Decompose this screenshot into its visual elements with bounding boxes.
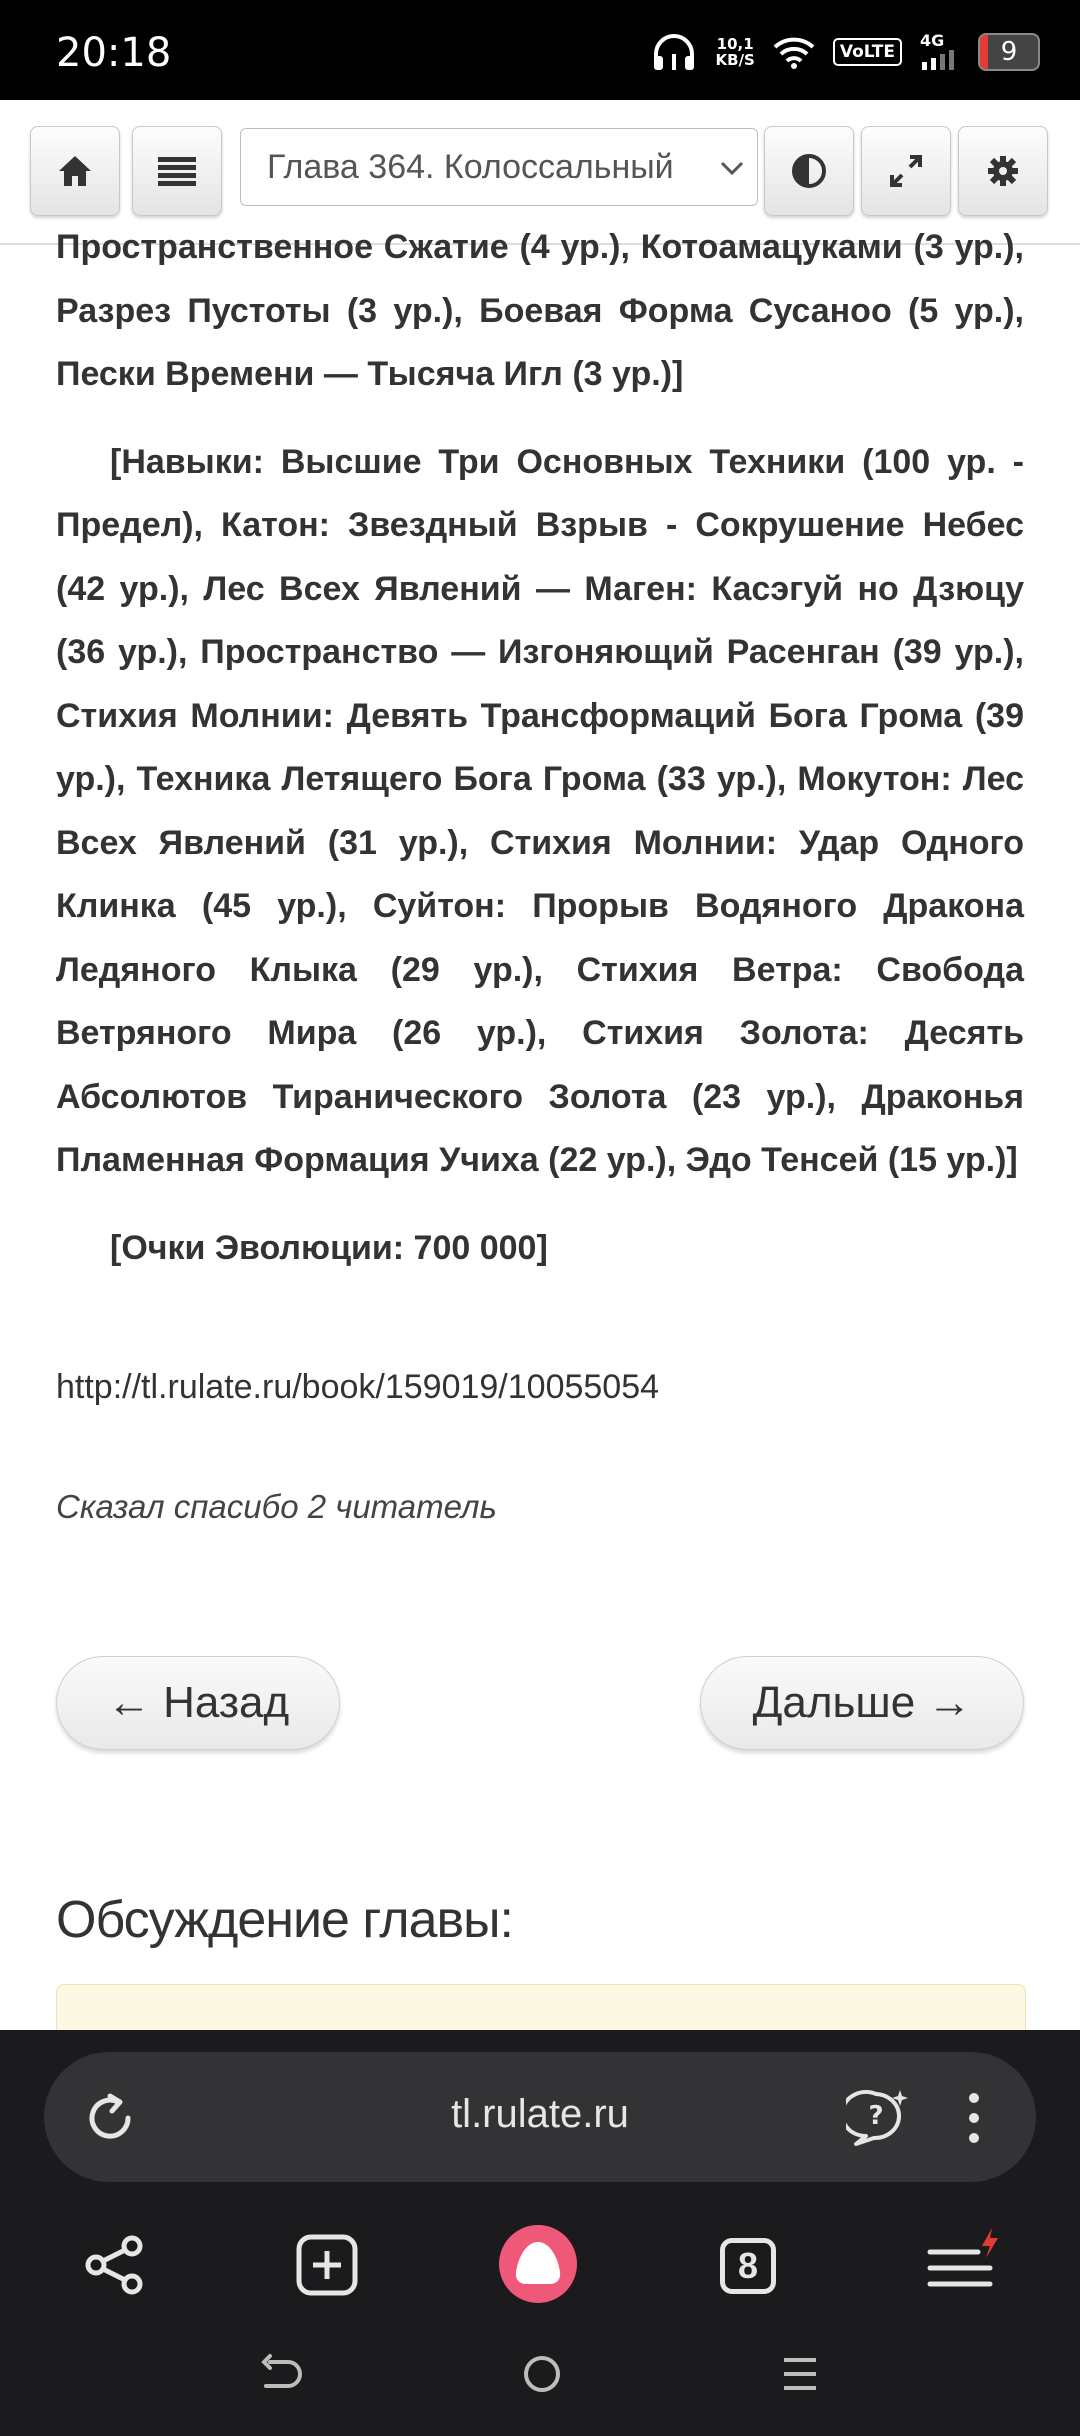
list-icon (158, 155, 196, 187)
settings-button[interactable] (958, 126, 1048, 216)
chevron-down-icon (717, 153, 747, 183)
home-nav-icon[interactable] (520, 2352, 564, 2396)
net-speed-value: 10,1 (716, 35, 754, 53)
paragraph-evolution-points: [Очки Эволюции: 700 000] (110, 1228, 548, 1267)
net-speed-unit: KB/S (715, 51, 755, 69)
contrast-icon (791, 153, 827, 189)
recents-nav-icon[interactable] (778, 2352, 822, 2396)
more-vertical-icon (968, 2092, 980, 2144)
chat-question-icon (846, 2086, 912, 2148)
share-button[interactable] (80, 2230, 150, 2300)
address-bar[interactable] (44, 2052, 1036, 2182)
add-square-icon (295, 2233, 359, 2297)
tabs-button[interactable] (716, 2234, 780, 2298)
paragraph-skills: [Навыки: Высшие Три Основных Техники (100 ур. - Предел), Катон: Звездный Взрыв - Сокрушение Небес (42 ур.), Лес Всех Явлений — Маген: Касэгуй но Дзюцу (36 ур.), Пространство — Изгоняющий Расенган (39 ур.), Стихия Молнии: Девять Трансформаций Бога Грома (39 ур.), Техника Летящего Бога Грома (33 ур.), Мокутон: Лес Всех Явлений (31 ур.), Стихия Молнии: Удар Одного Клинка (45 ур.), Суйтон: Прорыв Водяного Дракона Ледяного Клыка (29 ур.), Стихия Ветра: Свобода Ветряного Мира (26 ур.), Стихия Золота: Десять Абсолютов Тиранического Золота (23 ур.), Драконья Пламенная Формация Учиха (22 ур.), Эдо Тенсей (15 ур.)] (56, 442, 1024, 1179)
net-speed (716, 36, 755, 68)
status-time: 20:18 (56, 30, 172, 76)
network-type (920, 31, 960, 74)
back-button[interactable]: ← Назад (56, 1656, 340, 1750)
fullscreen-button[interactable] (861, 126, 951, 216)
home-button[interactable] (30, 126, 120, 216)
assistant-chat-button[interactable] (844, 2084, 914, 2150)
network-type-label: 4G (920, 30, 945, 50)
share-icon (84, 2234, 146, 2296)
new-tab-button[interactable] (292, 2230, 362, 2300)
contrast-button[interactable] (764, 126, 854, 216)
paragraph-abilities-end: Пространственное Сжатие (4 ур.), Котоамацуками (3 ур.), Разрез Пустоты (3 ур.), Боевая Форма Сусаноо (5 ур.), Пески Времени — Тысяча Игл (3 ур.)] (56, 228, 1024, 393)
source-link[interactable]: http://tl.rulate.ru/book/159019/10055054 (56, 1368, 660, 1406)
alice-assistant-button[interactable] (498, 2224, 578, 2304)
wifi-icon (773, 35, 815, 69)
system-nav-bar (0, 2330, 1080, 2436)
headphones-icon (650, 32, 698, 72)
status-icons (650, 30, 1040, 74)
contents-button[interactable] (132, 126, 222, 216)
app-menu-button[interactable] (924, 2224, 1004, 2304)
chapter-text (56, 228, 1024, 1280)
gear-icon (986, 154, 1020, 188)
battery-level: 9 (1000, 37, 1018, 67)
thanks-counter: Сказал спасибо 2 читатель (56, 1488, 497, 1525)
browser-bottom-bar (0, 2030, 1080, 2436)
tab-count: 8 (720, 2238, 776, 2294)
chapter-select[interactable] (240, 128, 758, 206)
menu-notification-icon (924, 2224, 1004, 2304)
expand-icon (888, 153, 924, 189)
url-text[interactable]: tl.rulate.ru (451, 2092, 629, 2136)
alice-icon (498, 2224, 578, 2304)
status-bar (0, 0, 1080, 100)
home-icon (57, 154, 93, 188)
chapter-select-value: Глава 364. Колоссальный (267, 147, 674, 186)
next-button[interactable]: Дальше → (700, 1656, 1024, 1750)
volte-badge: VoLTE (833, 38, 902, 66)
back-nav-icon[interactable] (258, 2352, 302, 2396)
browser-menu-button[interactable] (964, 2088, 984, 2148)
discussion-title: Обсуждение главы: (56, 1891, 513, 1949)
signal-icon (920, 48, 960, 70)
battery-icon (978, 33, 1040, 71)
svg-text:?: ? (868, 2101, 884, 2131)
